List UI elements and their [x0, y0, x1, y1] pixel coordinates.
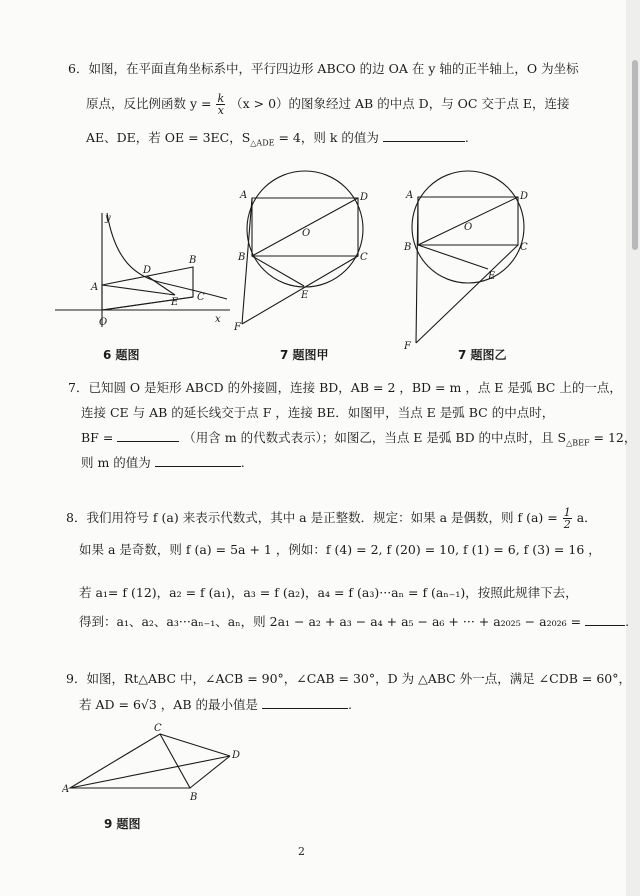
fig6-label-A: A [91, 282, 99, 293]
q6-line3: AE、DE，若 OE = 3EC，$S_{\triangle ADE} = 4$，则 k 的值为 . [86, 130, 469, 148]
fig7a-label-A: A [240, 190, 248, 201]
q8-fraction: $\frac{1}{2}$ [563, 506, 571, 531]
q7-answer-blank-2 [155, 466, 241, 467]
q8-line1: 8．我们用符号 f (a) 来表示代数式，其中 a 是正整数．规定：如果 a 是偶数，则 f (a) = $\frac{1}{2}$ a． [66, 506, 597, 531]
q9-line2: 若 AD = 6√3 ，AB 的最小值是 . [79, 697, 352, 712]
q8-line4: 得到：a₁、a₂、a₃···aₙ₋₁、aₙ，则 2a₁ − a₂ + a₃ − a₄ + a₅ − a₆ + ··· + a₂₀₂₅ − a₂₀₂₆ = . [79, 614, 630, 629]
fig6-label-C: C [197, 292, 205, 303]
fig6-label-E: E [171, 297, 179, 308]
fig7a-CF [242, 256, 358, 324]
fig7b-CF [416, 245, 518, 343]
caption-fig9: 9 题图 [104, 817, 141, 831]
figure-7b [398, 165, 538, 355]
fig6-label-O: O [99, 317, 108, 328]
fig6-OC [102, 297, 193, 310]
fig6-label-x: x [215, 314, 221, 325]
fig9-BD [190, 756, 230, 788]
fig7a-label-B: B [238, 252, 246, 263]
figure-6 [55, 205, 235, 335]
q6-fraction: $\frac{k}{x}$ [217, 92, 225, 117]
fig6-curve [107, 213, 227, 299]
q7-line1: 7．已知圆 O 是矩形 ABCD 的外接圆，连接 BD，AB = 2 ，BD = m ，点 E 是弧 BC 上的一点， [68, 380, 622, 395]
q7-line2: 连接 CE 与 AB 的延长线交于点 F ，连接 BE．如图甲，当点 E 是弧 BC 的中点时， [81, 405, 555, 420]
fig7b-BE [418, 245, 488, 269]
fig7a-label-O: O [302, 228, 311, 239]
caption-fig7a: 7 题图甲 [280, 348, 329, 362]
q9-line1: 9．如图，Rt△ABC 中，∠ACB = 90°，∠CAB = 30°，D 为 △ABC 外一点，满足 ∠CDB = 60°， [66, 671, 631, 686]
fig9-label-D: D [232, 750, 241, 761]
q8-answer-blank [585, 625, 625, 626]
fig6-AE [102, 285, 175, 295]
fig7b-label-O: O [464, 222, 473, 233]
fig7b-label-F: F [404, 341, 411, 352]
figure-9 [62, 720, 252, 810]
fig7b-AF [416, 197, 418, 343]
q6-answer-blank [383, 141, 465, 142]
figure-7a [232, 168, 382, 338]
fig6-label-y: y [105, 213, 111, 224]
fig6-label-D: D [143, 265, 152, 276]
fig9-label-B: B [190, 792, 198, 803]
fig7a-BD [252, 198, 358, 256]
fig7a-label-E: E [301, 290, 309, 301]
fig6-label-B: B [189, 255, 197, 266]
q8-line2: 如果 a 是奇数，则 f (a) = 5a + 1 ，例如：f (4) = 2, f (20) = 10, f (1) = 6, f (3) = 16 ， [79, 542, 601, 557]
q7-line4: 则 m 的值为 . [81, 455, 245, 470]
fig9-label-A: A [62, 784, 70, 795]
fig7b-label-D: D [520, 191, 529, 202]
fig7a-BE [252, 256, 304, 286]
fig7b-BD [418, 197, 518, 245]
fig7b-label-A: A [406, 190, 414, 201]
fig7a-label-F: F [234, 322, 241, 333]
fig9-label-C: C [154, 723, 162, 734]
q7-line3: BF = （用含 m 的代数式表示）；如图乙，当点 E 是弧 BD 的中点时，且 $S_{\triangle BEF} = 12$， [81, 430, 637, 448]
scrollbar-thumb[interactable] [632, 60, 638, 250]
q8-line3: 若 a₁= f (12)，a₂ = f (a₁)，a₃ = f (a₂)，a₄ = f (a₃)···aₙ = f (aₙ₋₁)，按照此规律下去， [79, 585, 578, 600]
caption-fig6: 6 题图 [103, 348, 140, 362]
fig7b-label-C: C [520, 242, 528, 253]
q6-line1: 6．如图，在平面直角坐标系中，平行四边形 ABCO 的边 OA 在 y 轴的正半轴上，O 为坐标 [68, 61, 579, 76]
page-number: 2 [298, 845, 305, 858]
fig7a-label-C: C [360, 252, 368, 263]
fig9-triangle-ABC [70, 734, 190, 788]
caption-fig7b: 7 题图乙 [458, 348, 507, 362]
fig7a-label-D: D [360, 192, 369, 203]
fig7b-label-B: B [404, 242, 412, 253]
fig7b-label-E: E [488, 271, 496, 282]
q9-answer-blank [262, 708, 348, 709]
q7-answer-blank-1 [117, 441, 179, 442]
fig9-AD [70, 756, 230, 788]
q6-line2: 原点，反比例函数 y = $\frac{k}{x}$ （x > 0）的图象经过 AB 的中点 D，与 OC 交于点 E，连接 [86, 92, 570, 117]
